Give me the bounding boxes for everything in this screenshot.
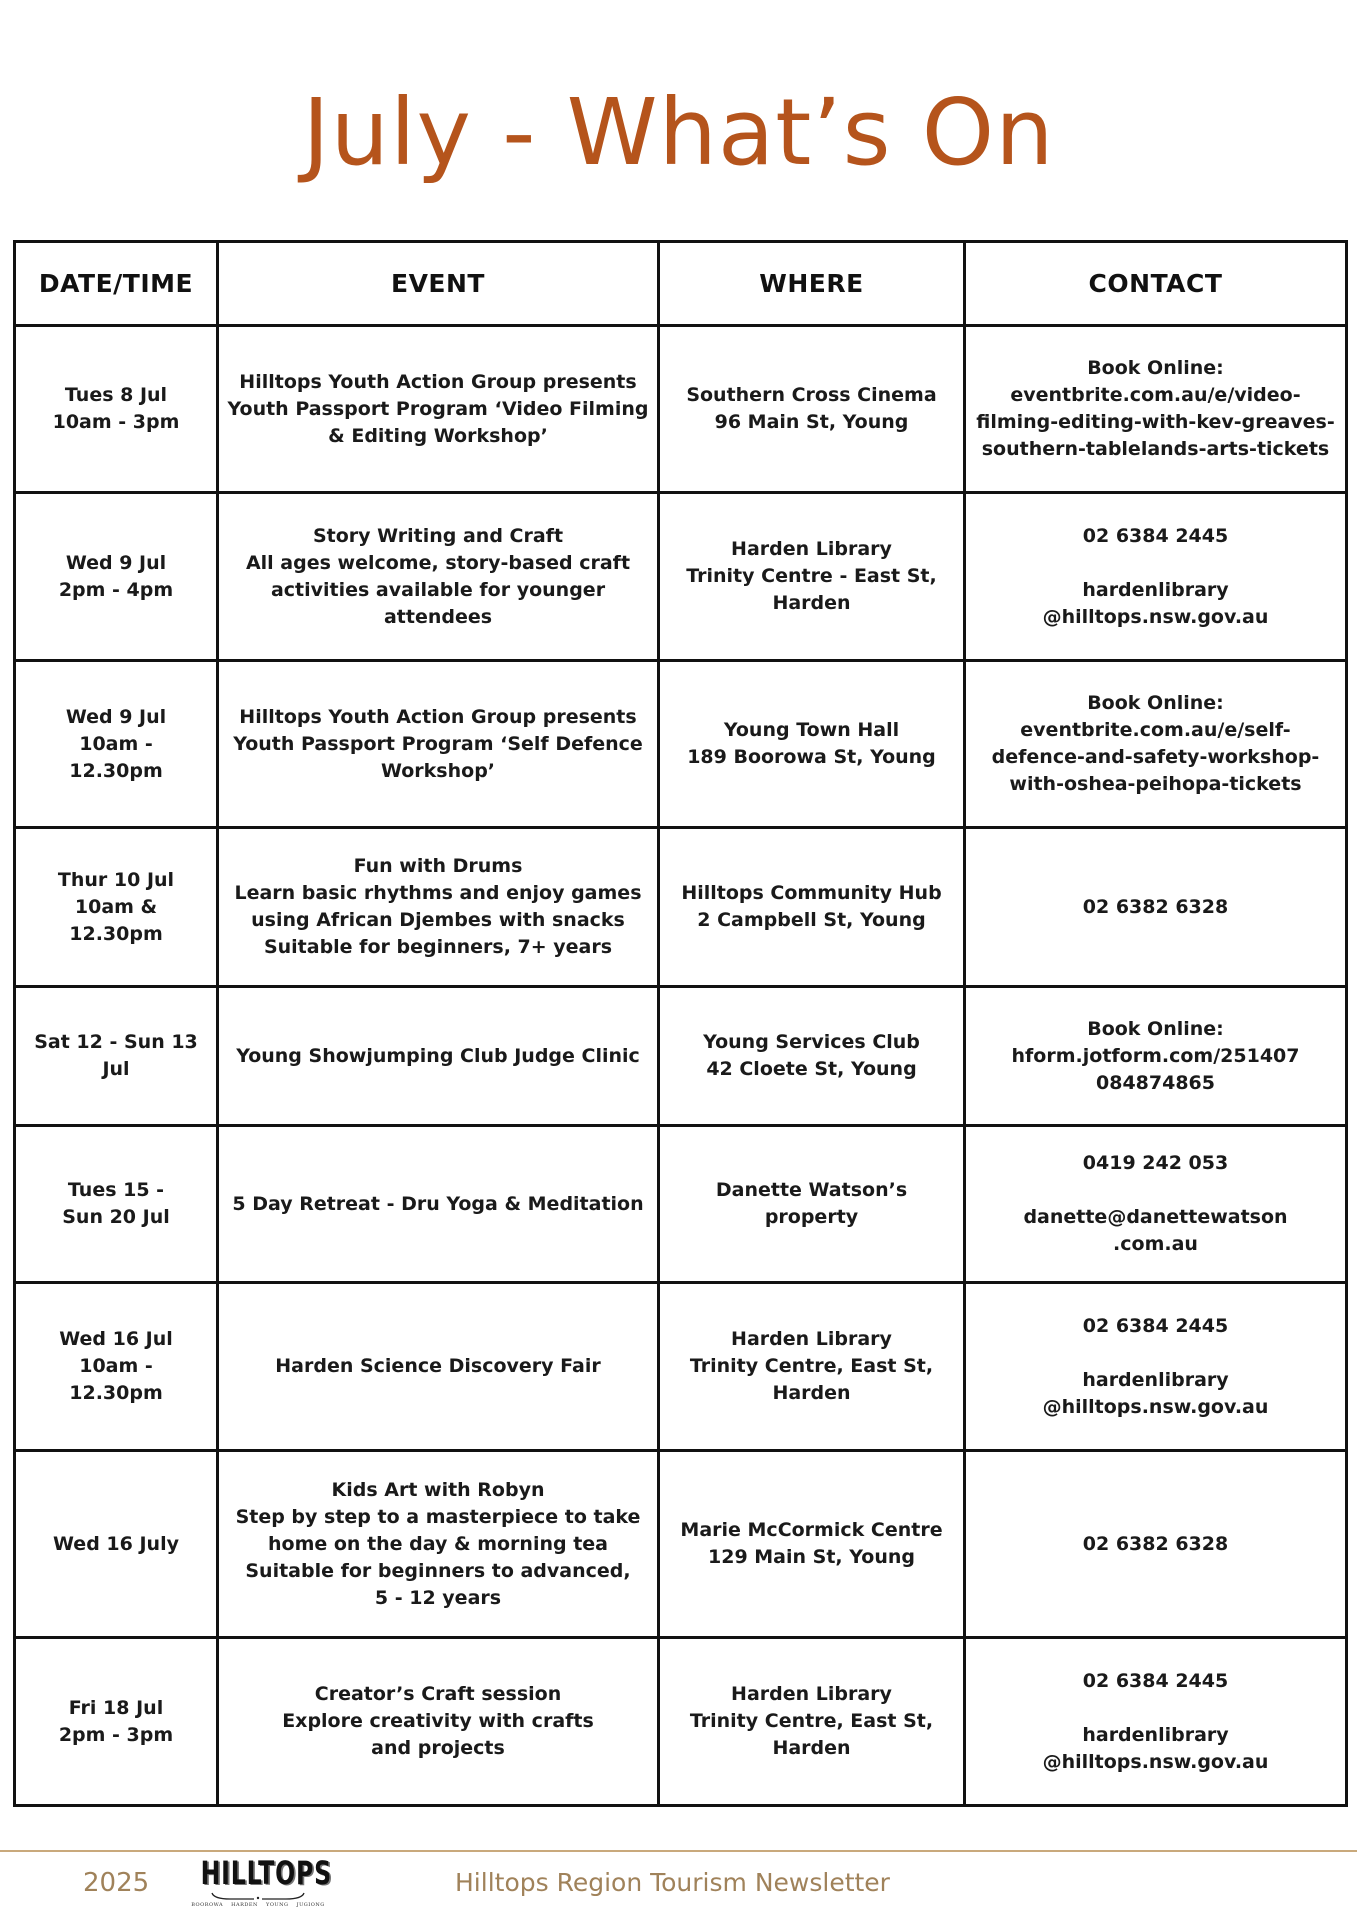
cell-contact	[965, 1283, 1347, 1451]
cell-contact	[965, 493, 1347, 661]
cell-contact	[965, 1126, 1347, 1283]
table-row	[15, 1638, 1347, 1806]
contact-phone: 02 6382 6328	[1082, 895, 1229, 918]
cell-contact	[965, 828, 1347, 987]
events-table	[13, 240, 1348, 1807]
cell-date-time: Sat 12 - Sun 13 Jul	[15, 987, 218, 1126]
cell-where: Harden Library Trinity Centre, East St, Harden	[659, 1283, 965, 1451]
cell-where: Young Services Club 42 Cloete St, Young	[659, 987, 965, 1126]
cell-event: Hilltops Youth Action Group presents Youth Passport Program ‘Video Filming & Editing Workshop’	[218, 326, 659, 493]
cell-contact	[965, 1451, 1347, 1638]
cell-where: Southern Cross Cinema 96 Main St, Young	[659, 326, 965, 493]
cell-date-time: Thur 10 Jul 10am & 12.30pm	[15, 828, 218, 987]
table-row	[15, 493, 1347, 661]
cell-event: Fun with Drums Learn basic rhythms and enjoy games using African Djembes with snacks Suitable for beginners, 7+ years	[218, 828, 659, 987]
cell-date-time: Fri 18 Jul 2pm - 3pm	[15, 1638, 218, 1806]
contact-phone: 02 6384 2445	[1082, 1669, 1229, 1692]
header-contact: CONTACT	[965, 242, 1347, 326]
contact-link[interactable]: hardenlibrary @hilltops.nsw.gov.au	[1042, 1368, 1269, 1418]
logo-subtitle: BOOROWA HARDEN YOUNG JUGIONG	[191, 1902, 325, 1908]
contact-phone: 0419 242 053	[1082, 1152, 1229, 1174]
table-row	[15, 987, 1347, 1126]
contact-phone: 02 6382 6328	[1082, 1532, 1229, 1555]
hilltops-logo	[188, 1854, 332, 1916]
contact-link[interactable]: hardenlibrary @hilltops.nsw.gov.au	[1042, 1723, 1269, 1773]
cell-event: 5 Day Retreat - Dru Yoga & Meditation	[218, 1126, 659, 1283]
cell-where: Harden Library Trinity Centre, East St, Harden	[659, 1638, 965, 1806]
footer-tagline: Hilltops Region Tourism Newsletter	[455, 1868, 890, 1897]
contact-link[interactable]: Book Online: eventbrite.com.au/e/video- filming-editing-with-kev-greaves- southern-tablelands-arts-tickets	[976, 357, 1335, 460]
cell-event: Kids Art with Robyn Step by step to a masterpiece to take home on the day & morning tea Suitable for beginners to advanced, 5 - 12 years	[218, 1451, 659, 1638]
table-row	[15, 828, 1347, 987]
header-event: EVENT	[218, 242, 659, 326]
cell-where: Marie McCormick Centre 129 Main St, Young	[659, 1451, 965, 1638]
contact-link[interactable]: Book Online: eventbrite.com.au/e/self- defence-and-safety-workshop- with-oshea-peihopa-tickets	[991, 692, 1320, 795]
table-row	[15, 1283, 1347, 1451]
cell-date-time: Tues 15 - Sun 20 Jul	[15, 1126, 218, 1283]
cell-date-time: Wed 9 Jul 2pm - 4pm	[15, 493, 218, 661]
cell-where: Harden Library Trinity Centre - East St, Harden	[659, 493, 965, 661]
contact-link[interactable]: danette@danettewatson .com.au	[1023, 1206, 1288, 1255]
cell-date-time: Tues 8 Jul 10am - 3pm	[15, 326, 218, 493]
contact-link[interactable]: Book Online: hform.jotform.com/251407 084874865	[1011, 1017, 1300, 1094]
cell-event: Hilltops Youth Action Group presents Youth Passport Program ‘Self Defence Workshop’	[218, 661, 659, 828]
cell-contact	[965, 661, 1347, 828]
cell-where: Young Town Hall 189 Boorowa St, Young	[659, 661, 965, 828]
cell-contact	[965, 1638, 1347, 1806]
footer-divider	[0, 1850, 1357, 1852]
header-date-time: DATE/TIME	[15, 242, 218, 326]
logo-wordmark: HILLTOPS	[200, 1854, 332, 1892]
table-row	[15, 326, 1347, 493]
cell-contact	[965, 326, 1347, 493]
table-row	[15, 1451, 1347, 1638]
cell-where: Danette Watson’s property	[659, 1126, 965, 1283]
contact-link[interactable]: hardenlibrary @hilltops.nsw.gov.au	[1042, 578, 1269, 628]
cell-contact	[965, 987, 1347, 1126]
contact-phone: 02 6384 2445	[1082, 524, 1229, 547]
cell-event: Story Writing and Craft All ages welcome, story-based craft activities available for younger attendees	[218, 493, 659, 661]
table-row	[15, 1126, 1347, 1283]
table-header-row	[15, 242, 1347, 326]
logo-swoosh-icon	[210, 1892, 306, 1902]
cell-event: Young Showjumping Club Judge Clinic	[218, 987, 659, 1126]
cell-event: Creator’s Craft session Explore creativity with crafts and projects	[218, 1638, 659, 1806]
cell-where: Hilltops Community Hub 2 Campbell St, Young	[659, 828, 965, 987]
cell-event: Harden Science Discovery Fair	[218, 1283, 659, 1451]
page-title: July - What’s On	[302, 79, 1055, 186]
footer-year: 2025	[83, 1868, 150, 1898]
cell-date-time: Wed 9 Jul 10am - 12.30pm	[15, 661, 218, 828]
header-where: WHERE	[659, 242, 965, 326]
cell-date-time: Wed 16 July	[15, 1451, 218, 1638]
table-row	[15, 661, 1347, 828]
contact-phone: 02 6384 2445	[1082, 1314, 1229, 1337]
cell-date-time: Wed 16 Jul 10am - 12.30pm	[15, 1283, 218, 1451]
